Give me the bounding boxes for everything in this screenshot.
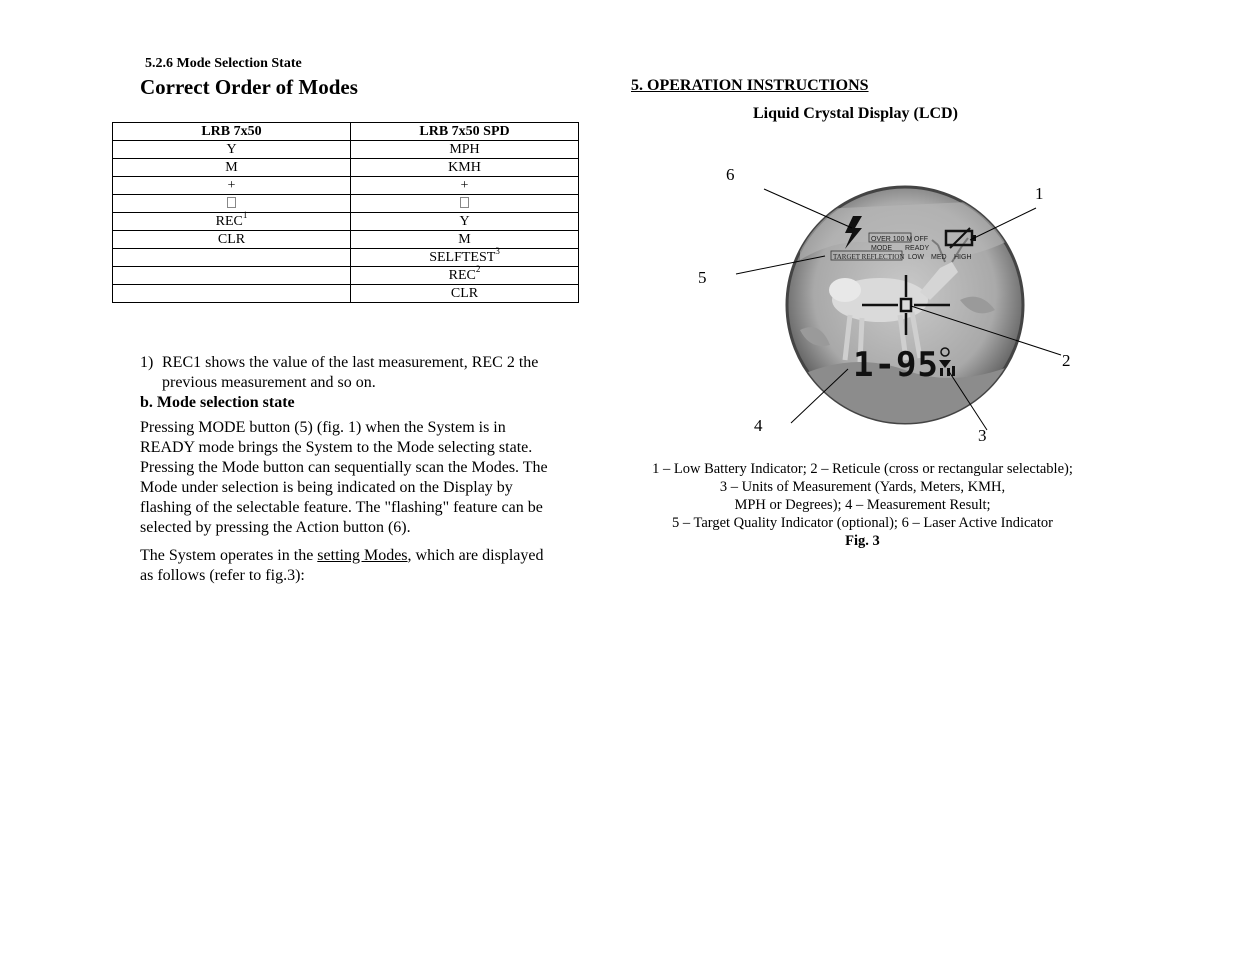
footnote-line: previous measurement and so on. <box>162 374 376 391</box>
cell-text: Y <box>459 214 470 229</box>
text-line: READY mode brings the System to the Mode selecting state. <box>140 439 533 456</box>
text-line: Mode under selection is being indicated on the Display by <box>140 479 513 496</box>
cell-text: + <box>460 178 469 193</box>
text-span: The System operates in the <box>140 547 318 564</box>
cell-text: Y <box>226 142 237 157</box>
lcd-heading: Liquid Crystal Display (LCD) <box>753 105 958 122</box>
callout-5: 5 <box>698 268 707 287</box>
cell-text: SELFTEST <box>429 250 496 265</box>
page-title: Correct Order of Modes <box>140 75 358 99</box>
indicator-ready: READY <box>905 245 930 252</box>
indicator-over: OVER 100 M <box>871 236 913 243</box>
cell-text: REC <box>215 214 243 229</box>
callout-3: 3 <box>978 426 987 445</box>
cell-text: MPH <box>449 142 480 157</box>
subsection-heading: b. Mode selection state <box>140 394 295 411</box>
cell-text: M <box>458 232 471 247</box>
cell-text: CLR <box>217 232 246 247</box>
cell-text: CLR <box>450 286 479 301</box>
column-header: LRB 7x50 <box>113 123 351 141</box>
text-line: as follows (refer to fig.3): <box>140 567 305 584</box>
operation-instructions-heading: 5. OPERATION INSTRUCTIONS <box>631 77 869 94</box>
footnote-ref: 2 <box>475 264 481 274</box>
level-med: MED <box>931 254 947 261</box>
callout-6: 6 <box>726 165 735 184</box>
measurement-reading: 1-95 <box>853 345 939 385</box>
cell-text: M <box>225 160 238 175</box>
caption-line: MPH or Degrees); 4 – Measurement Result; <box>734 497 991 513</box>
column-header: LRB 7x50 SPD <box>351 123 579 141</box>
footnote-number: 1) <box>140 354 154 371</box>
cell-text: + <box>227 178 236 193</box>
callout-1: 1 <box>1035 184 1044 203</box>
caption-line: 1 – Low Battery Indicator; 2 – Reticule (cross or rectangular selectable); <box>652 461 1073 477</box>
callout-2: 2 <box>1062 351 1071 370</box>
setting-modes-term: setting Modes <box>317 547 408 564</box>
text-line: selected by pressing the Action button (6). <box>140 519 411 536</box>
figure-caption <box>630 460 1095 550</box>
cell-text: KMH <box>448 160 481 175</box>
footnote-line: REC1 shows the value of the last measurement, REC 2 the <box>162 354 539 371</box>
section-heading: 5.2.6 Mode Selection State <box>145 56 302 71</box>
level-low: LOW <box>908 254 924 261</box>
indicator-off: OFF <box>914 236 928 243</box>
target-reflection-label: TARGET REFLECTION <box>833 253 905 261</box>
caption-line: 3 – Units of Measurement (Yards, Meters, KMH, <box>719 479 1006 495</box>
figure-label: Fig. 3 <box>845 533 880 549</box>
footnote-ref: 3 <box>495 246 500 256</box>
callout-4: 4 <box>754 416 763 435</box>
text-line: Pressing the Mode button can sequentially scan the Modes. The <box>140 459 548 476</box>
indicator-mode: MODE <box>871 245 892 252</box>
text-line: Pressing MODE button (5) (fig. 1) when the System is in <box>140 419 506 436</box>
level-high: HIGH <box>954 254 972 261</box>
text-span: , which are displayed <box>407 547 544 564</box>
text-line: flashing of the selectable feature. The "flashing" feature can be <box>140 499 543 516</box>
cell-text: REC <box>448 268 476 283</box>
caption-line: 5 – Target Quality Indicator (optional); 6 – Laser Active Indicator <box>672 515 1053 531</box>
footnote-ref: 1 <box>242 210 248 220</box>
